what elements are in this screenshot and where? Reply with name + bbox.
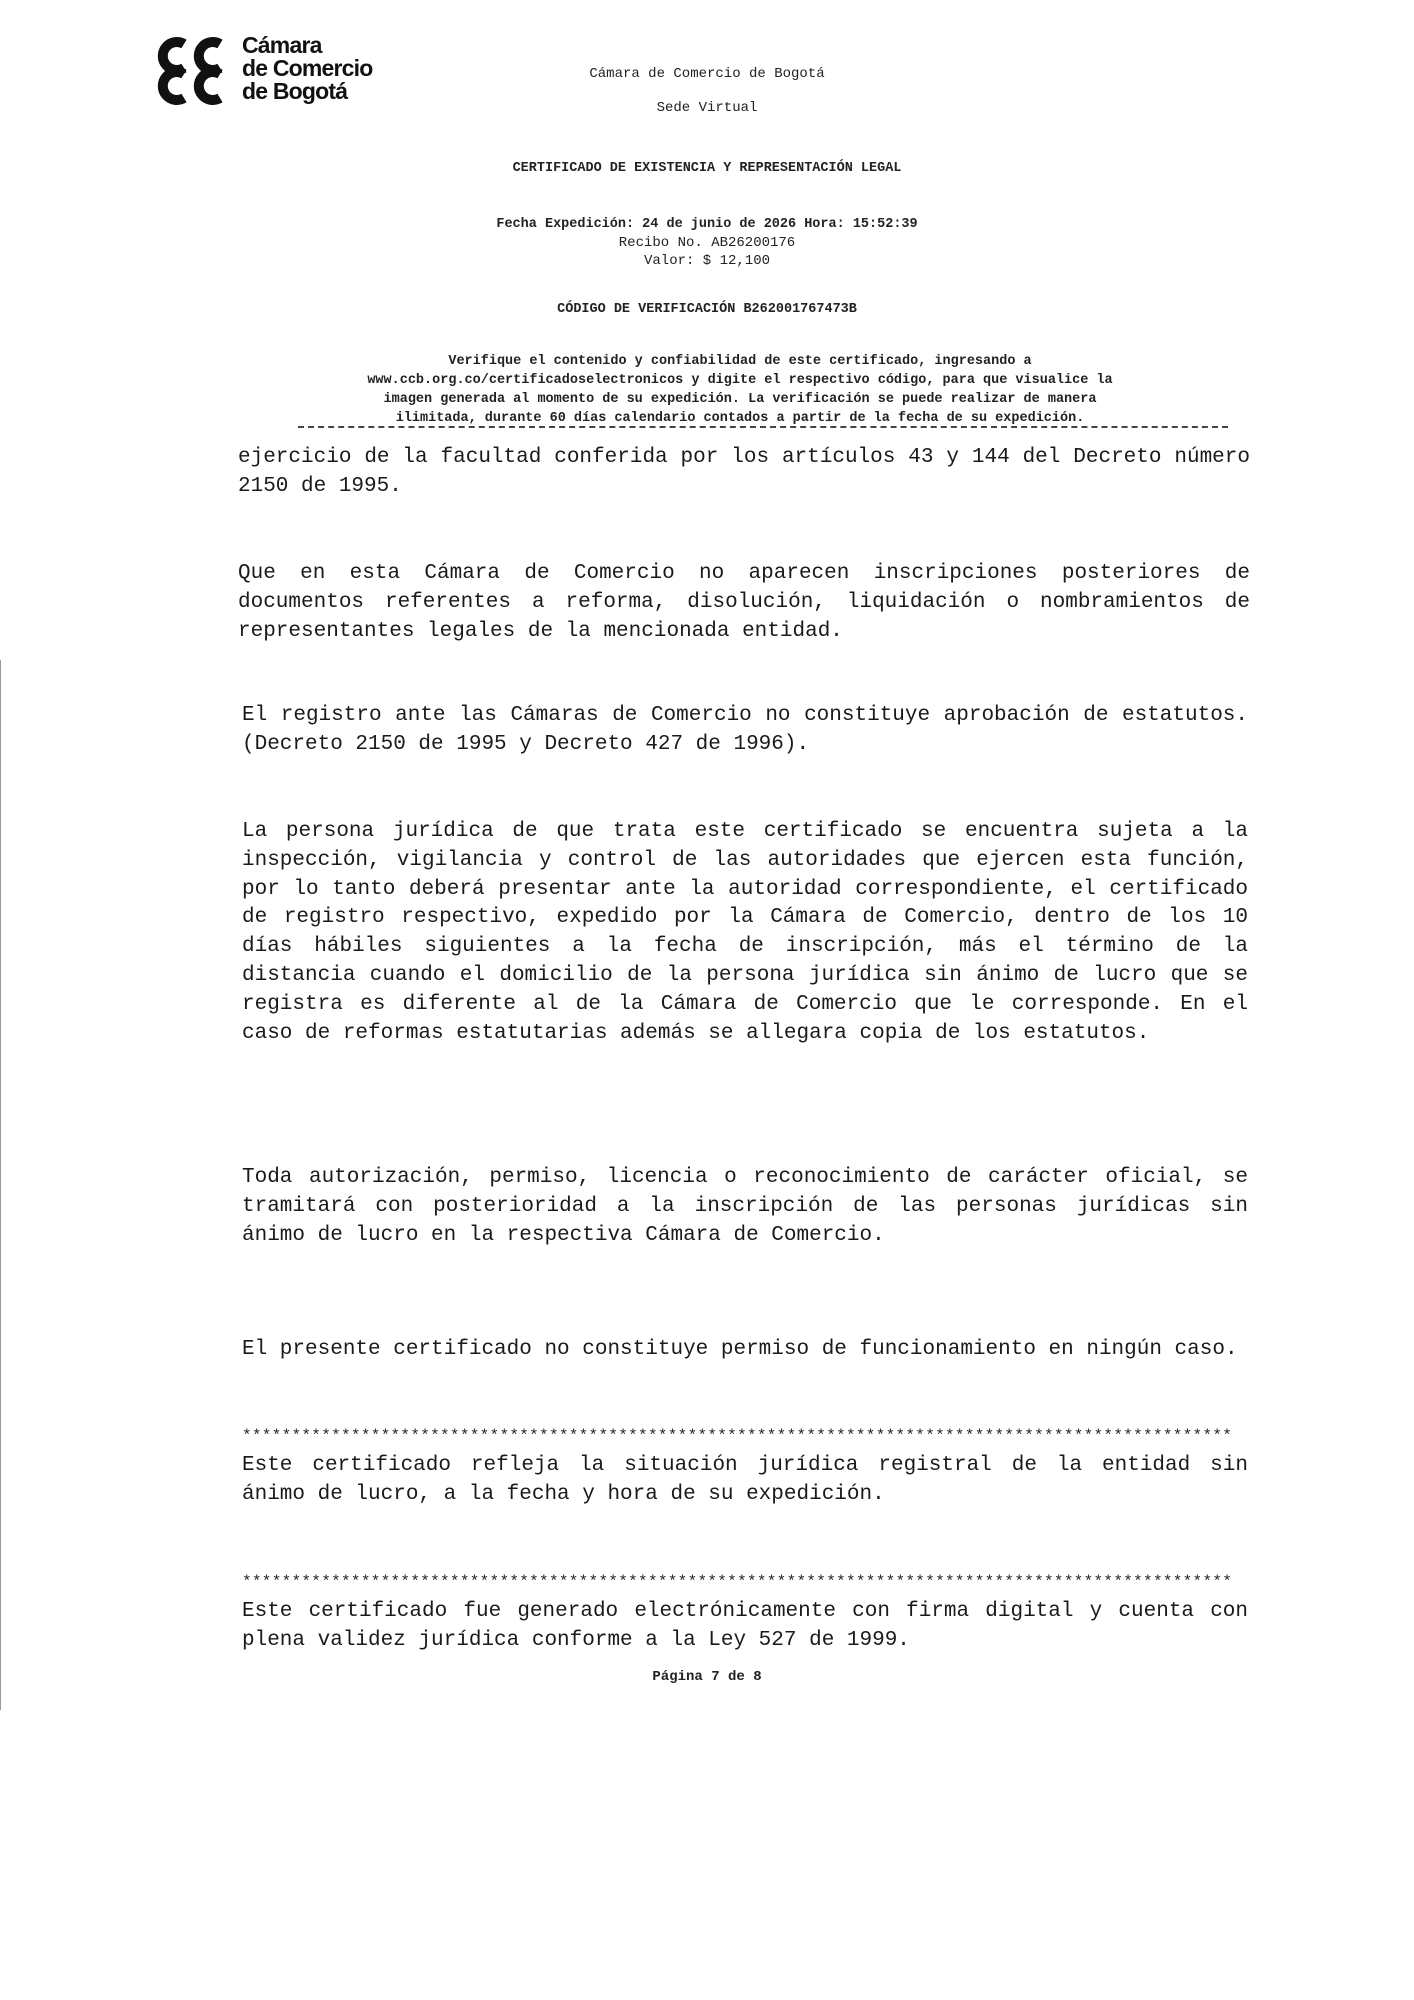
verification-code: CÓDIGO DE VERIFICACIÓN B262001767473B [557, 302, 857, 317]
receipt-number: Recibo No. AB26200176 [618, 235, 796, 251]
logo-line-2: de Comercio [242, 55, 373, 81]
verification-line-1: Verifique el contenido y confiabilidad de este certificado, ingresando a [448, 354, 1032, 369]
paragraph-3: El registro ante las Cámaras de Comercio no constituye aprobación de estatutos. (Decreto 2150 de 1995 y Decreto 427 de 1996). [242, 704, 1248, 756]
certificate-title: CERTIFICADO DE EXISTENCIA Y REPRESENTACIÓN LEGAL [512, 161, 902, 176]
asterisk-separator-2: **************************************************************************************************** [242, 1574, 1233, 1590]
left-margin-line [0, 660, 1, 1710]
paragraph-4: La persona jurídica de que trata este certificado se encuentra sujeta a la inspección, vigilancia y control de las autoridades que ejercen esta función, por lo tanto deberá presentar ante la autoridad correspondiente, el certificado de registro respectivo, expedido por la Cámara de Comercio, dentro de los 10 días hábiles siguientes a la fecha de inscripción, más el término de la distancia cuando el domicilio de la persona jurídica sin ánimo de lucro que se registra es diferente al de la Cámara de Comercio que le corresponde. En el caso de reformas estatutarias además se allegara copia de los estatutos. [242, 820, 1248, 1045]
asterisk-separator-1: **************************************************************************************************** [242, 1428, 1233, 1444]
paragraph-2: Que en esta Cámara de Comercio no aparecen inscripciones posteriores de documentos referentes a reforma, disolución, liquidación o nombramientos de representantes legales de la mencionada entidad. [238, 562, 1250, 643]
certificate-value: Valor: $ 12,100 [643, 253, 771, 269]
issue-date-time: Fecha Expedición: 24 de junio de 2026 Hora: 15:52:39 [496, 217, 918, 232]
paragraph-8: Este certificado fue generado electrónicamente con firma digital y cuenta con plena validez jurídica conforme a la Ley 527 de 1999. [242, 1600, 1248, 1652]
paragraph-1: ejercicio de la facultad conferida por los artículos 43 y 144 del Decreto número 2150 de 1995. [238, 446, 1250, 498]
dashed-divider [298, 426, 1228, 428]
page-number: Página 7 de 8 [652, 1669, 762, 1685]
institution-name: Cámara de Comercio de Bogotá [589, 66, 825, 82]
paragraph-7: Este certificado refleja la situación jurídica registral de la entidad sin ánimo de lucro, a la fecha y hora de su expedición. [242, 1454, 1248, 1506]
verification-line-3: imagen generada al momento de su expedición. La verificación se puede realizar de manera [383, 392, 1097, 407]
paragraph-6: El presente certificado no constituye permiso de funcionamiento en ningún caso. [242, 1338, 1238, 1361]
verification-notice [270, 352, 1210, 428]
logo-line-1: Cámara [242, 32, 322, 58]
verification-line-2: www.ccb.org.co/certificadoselectronicos y digite el respectivo código, para que visualice la [367, 373, 1113, 388]
logo-line-3: de Bogotá [242, 78, 348, 104]
verification-line-4: ilimitada, durante 60 días calendario contados a partir de la fecha de su expedición. [395, 411, 1085, 426]
office-name: Sede Virtual [656, 100, 758, 116]
paragraph-5: Toda autorización, permiso, licencia o reconocimiento de carácter oficial, se tramitará con posterioridad a la inscripción de las personas jurídicas sin ánimo de lucro en la respectiva Cámara de Comercio. [242, 1166, 1248, 1247]
